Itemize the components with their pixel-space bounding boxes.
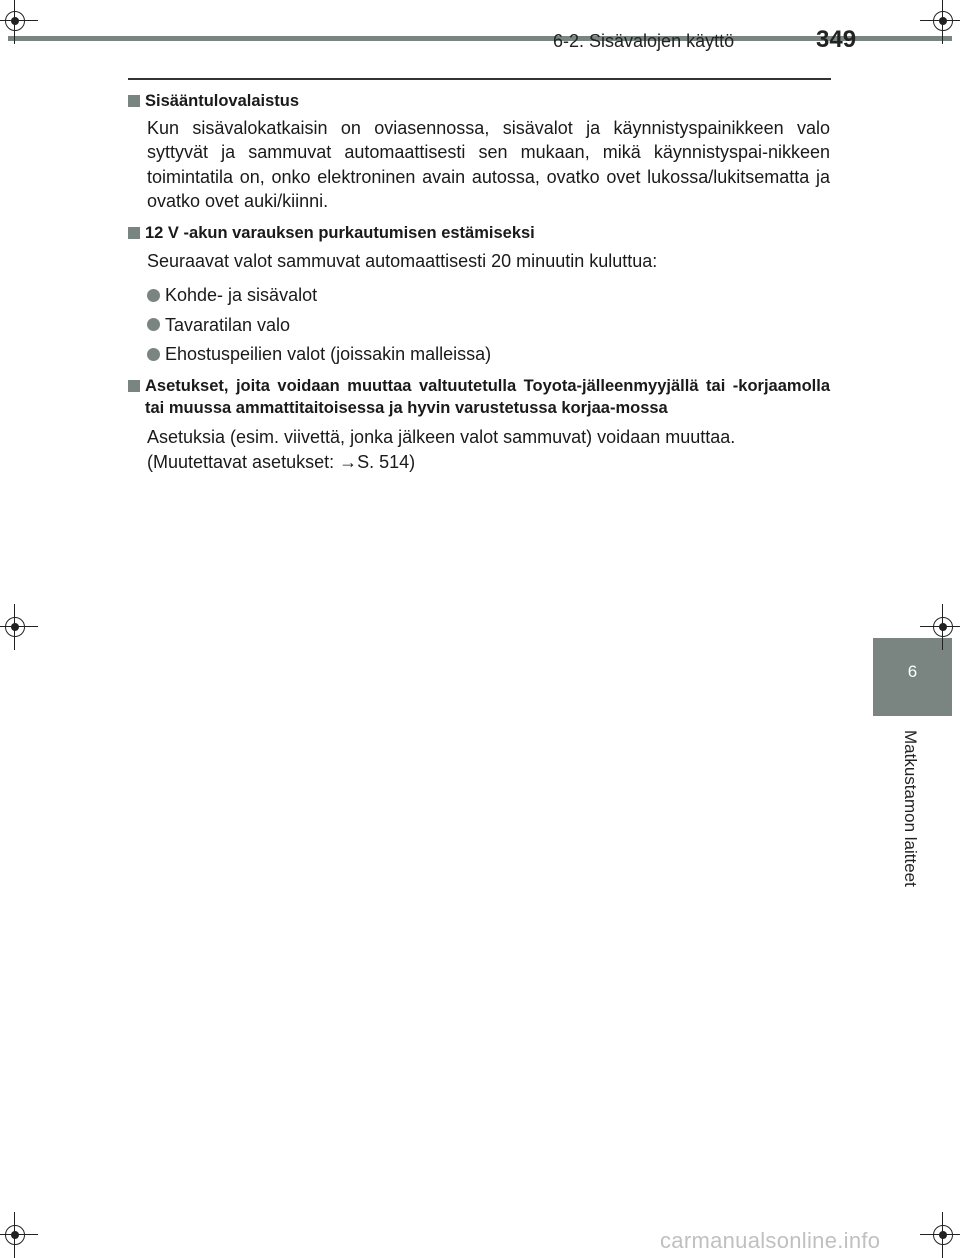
registration-mark-icon bbox=[928, 6, 958, 36]
chapter-tab bbox=[873, 638, 952, 716]
list-item: Tavaratilan valo bbox=[147, 313, 830, 337]
page-number: 349 bbox=[816, 26, 857, 53]
round-bullet-icon bbox=[147, 348, 160, 361]
section-body: Seuraavat valot sammuvat automaattisesti 20 minuutin kuluttua: bbox=[147, 251, 658, 272]
chapter-number: 6 bbox=[907, 662, 918, 681]
registration-mark-icon bbox=[0, 6, 30, 36]
section-body: Asetuksia (esim. viivettä, jonka jälkeen valot sammuvat) voidaan muuttaa. bbox=[147, 427, 736, 448]
square-bullet-icon bbox=[128, 95, 140, 107]
square-bullet-icon bbox=[128, 380, 140, 392]
list-item: Ehostuspeilien valot (joissakin malleissa) bbox=[147, 342, 830, 366]
square-bullet-icon bbox=[128, 227, 140, 239]
section-heading: Sisääntulovalaistus bbox=[128, 90, 830, 112]
round-bullet-icon bbox=[147, 289, 160, 302]
section-body: Kun sisävalokatkaisin on oviasennossa, sisävalot ja käynnistyspainikkeen valo syttyvät ja sammuvat automaattisesti sen mukaan, mikä käynnistyspai-nikkeen toimintatila on, onko elektroninen avain autossa, ovatko ovet lukossa/lukitsematta ja ovatko ovet auki/kiinni. bbox=[147, 118, 830, 211]
header-bar bbox=[8, 36, 952, 41]
registration-mark-icon bbox=[0, 612, 30, 642]
round-bullet-icon bbox=[147, 318, 160, 331]
chapter-label: Matkustamon laitteet bbox=[901, 730, 920, 887]
section-heading: 12 V -akun varauksen purkautumisen estämiseksi bbox=[128, 222, 830, 244]
section-heading: Asetukset, joita voidaan muuttaa valtuutetulla Toyota-jälleenmyyjällä tai -korjaamolla tai muussa ammattitaitoisessa ja hyvin varustetussa korjaa-mossa bbox=[128, 375, 830, 419]
watermark-text: carmanualsonline.info bbox=[660, 1228, 881, 1253]
list-item: Kohde- ja sisävalot bbox=[147, 283, 830, 307]
registration-mark-icon bbox=[928, 612, 958, 642]
section-body-reference: (Muutettavat asetukset: →S. 514) bbox=[147, 451, 416, 472]
registration-mark-icon bbox=[0, 1220, 30, 1250]
registration-mark-icon bbox=[928, 1220, 958, 1250]
page-content bbox=[128, 90, 830, 474]
content-divider bbox=[128, 78, 831, 80]
section-entry-lighting bbox=[128, 90, 830, 213]
section-battery-saver bbox=[128, 222, 830, 366]
section-title: 6-2. Sisävalojen käyttö bbox=[553, 31, 735, 51]
section-dealer-settings bbox=[128, 375, 830, 474]
